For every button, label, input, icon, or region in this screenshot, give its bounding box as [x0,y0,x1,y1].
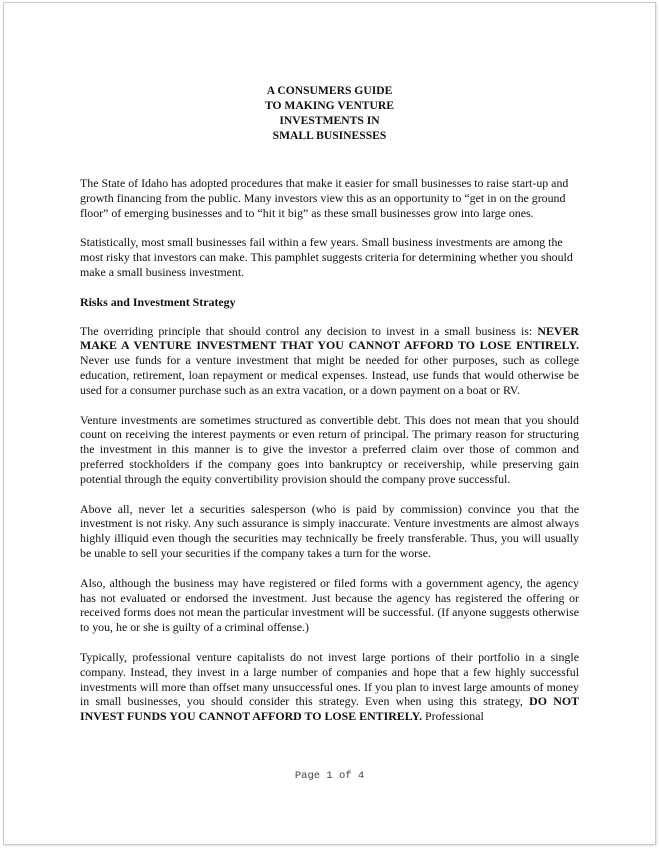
salesperson-paragraph: Above all, never let a securities salesperson (who is paid by commission) convince you that the investment is not risky. Any such assurance is simply inaccurate. Venture investments are almost always highly illiquid even though the securities may technically be freely transferable. Thus, you will usually be unable to sell your securities if the company takes a turn for the worse. [80,501,579,560]
principle-text-continued: Never use funds for a venture investment that might be needed for other purposes, such as college education, retirement, loan repayment or medical expenses. Instead, use funds that would otherwise be used for a consumer purchase such as an extra vacation, or a down payment on a boat or RV. [80,353,579,397]
statistics-paragraph: Statistically, most small businesses fail within a few years. Small business investments are among the most risky that investors can make. This pamphlet suggests criteria for determining whether you should make a small business investment. [80,235,573,279]
document-title [80,83,579,143]
title-line-4: SMALL BUSINESSES [272,129,387,142]
principle-emphasis: NEVER MAKE A VENTURE INVESTMENT THAT YOU CANNOT AFFORD TO LOSE ENTIRELY. [80,323,579,353]
title-line-1: A CONSUMERS GUIDE [266,84,393,97]
convertible-debt-paragraph: Venture investments are sometimes structured as convertible debt. This does not mean that you should count on receiving the interest payments or even return of principal. The primary reason for structuring the investment in this manner is to give the investor a preferred claim over those of common and preferred stockholders if the company goes into bankruptcy or receivership, while preserving gain potential through the equity convertibility provision should the company prove successful. [80,412,579,486]
section-heading: Risks and Investment Strategy [80,294,236,309]
strategy-paragraph [80,650,579,724]
title-line-2: TO MAKING VENTURE [264,99,395,112]
document-page [3,2,656,845]
government-agency-paragraph: Also, although the business may have registered or filed forms with a government agency, the agency has not evaluated or endorsed the investment. Just because the agency has registered the offering or received forms does not mean the particular investment will be successful. (If anyone suggests otherwise to you, he or she is guilty of a criminal offense.) [80,575,579,635]
strategy-text: Typically, professional venture capitalists do not invest large portions of their portfolio in a single company. Instead, they invest in a large number of companies and hope that a few highly successful investments will more than offset many unsuccessful ones. If you plan to invest large amounts of money in small businesses, you should consider this strategy. Even when using this strategy, [80,649,579,709]
page-number: Page 1 of 4 [294,770,365,782]
intro-paragraph: The State of Idaho has adopted procedures that make it easier for small businesses to raise start-up and growth financing from the public. Many investors view this as an opportunity to “get in on the ground floor” of emerging businesses and to “hit it big” as these small businesses grow into large ones. [80,176,569,220]
title-line-3: INVESTMENTS IN [279,114,380,127]
strategy-text-continued: Professional [422,709,484,724]
principle-paragraph [80,324,579,398]
page-content [80,83,579,739]
principle-text: The overriding principle that should control any decision to invest in a small business is: [80,323,538,338]
strategy-emphasis: DO NOT INVEST FUNDS YOU CANNOT AFFORD TO LOSE ENTIRELY. [80,694,580,724]
